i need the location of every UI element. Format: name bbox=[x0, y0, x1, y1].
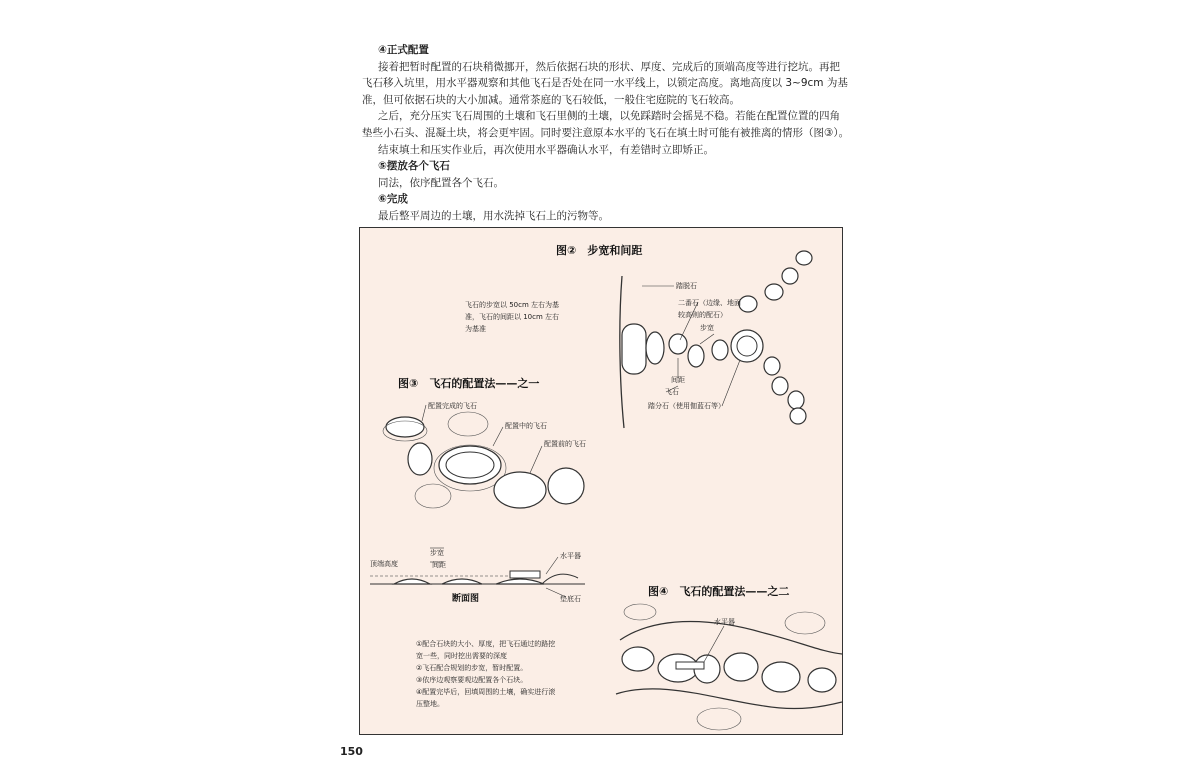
fig4-step1-line1: ①配合石块的大小、厚度，把飞石通过的路挖 bbox=[416, 640, 556, 648]
label-placing-stone: 配置中的飞石 bbox=[505, 422, 547, 430]
fig4-step2: ②飞石配合规划的步宽，暂时配置。 bbox=[416, 664, 528, 672]
fig4-step1-line2: 宽一些，同时挖出需要的深度 bbox=[416, 652, 507, 660]
label-base-stone: 垫底石 bbox=[560, 595, 581, 603]
section-heading-6: ⑥完成 bbox=[378, 193, 408, 206]
label-fork-stone: 踏分石（使用伽蓝石等） bbox=[648, 402, 725, 410]
label-nibanishi-1: 二番石（边缘、地面 bbox=[678, 299, 741, 307]
label-unplaced-stone: 配置前的飞石 bbox=[544, 440, 586, 448]
label-top-height: 顶端高度 bbox=[370, 560, 398, 568]
fig4-step3: ③依序边观察要观边配置各个石块。 bbox=[416, 676, 528, 684]
page-number: 150 bbox=[340, 745, 363, 758]
kutsunugi-stone bbox=[622, 324, 646, 374]
fig3-illustration bbox=[383, 405, 584, 508]
paragraph: 最后整平周边的土壤，用水洗掉飞石上的污物等。 bbox=[378, 209, 609, 222]
section-heading-5: ⑤摆放各个飞石 bbox=[378, 160, 450, 173]
paragraph: 同法，依序配置各个飞石。 bbox=[378, 176, 504, 189]
fig4-step4-line2: 压整地。 bbox=[416, 700, 444, 708]
fork-stone bbox=[731, 330, 763, 362]
fig4-step4-line1: ④配置完毕后，回填周围的土壤，确实进行滚 bbox=[416, 688, 556, 696]
fig3-title: 图③ 飞石的配置法——之一 bbox=[398, 377, 540, 390]
section-caption: 断面图 bbox=[452, 594, 480, 604]
figure-panel bbox=[359, 227, 843, 735]
label-gap: 间距 bbox=[671, 376, 685, 384]
paragraph: 结束填土和压实作业后，再次使用水平器确认水平，有差错时立即矫正。 bbox=[378, 143, 714, 156]
label-nibanishi-2: 较高则的配石） bbox=[678, 311, 727, 319]
label-section-step: 步宽 bbox=[430, 549, 444, 557]
fig2-title: 图② 步宽和间距 bbox=[556, 244, 643, 257]
label-kutsunugi: 踏脱石 bbox=[676, 282, 697, 290]
label-section-level: 水平器 bbox=[560, 552, 581, 560]
body-text bbox=[362, 42, 850, 225]
paragraph: 接着把暂时配置的石块稍微挪开，然后依据石块的形状、厚度、完成后的顶端高度等进行挖坑。再把飞石移入坑里，用水平器观察和其他飞石是否处在同一水平线上，以锁定高度。离地高度以 3~9cm 为基准，但可依据石块的大小加减。通常茶庭的飞石较低，一般住宅庭院的飞石较高。 bbox=[362, 60, 848, 106]
section-heading-4: ④正式配置 bbox=[378, 44, 429, 56]
label-placed-stone: 配置完成的飞石 bbox=[428, 402, 477, 410]
section-view bbox=[370, 548, 585, 597]
label-fig4-level: 水平器 bbox=[714, 618, 735, 626]
fig2-note-line2: 准，飞石的间距以 10cm 左右 bbox=[465, 313, 560, 321]
fig2-note-line3: 为基准 bbox=[465, 325, 486, 333]
label-step-width: 步宽 bbox=[700, 324, 714, 332]
figure-illustrations bbox=[360, 228, 843, 735]
fig2-note-line1: 飞石的步宽以 50cm 左右为基 bbox=[465, 301, 560, 309]
paragraph: 之后，充分压实飞石周围的土壤和飞石里侧的土壤，以免踩踏时会摇晃不稳。若能在配置位置的四角垫些小石头、混凝土块，将会更牢固。同时要注意原本水平的飞石在填土时可能有被推离的情形（图③）。 bbox=[362, 110, 850, 139]
fig4-title: 图④ 飞石的配置法——之二 bbox=[648, 585, 790, 598]
label-section-gap: 间距 bbox=[432, 561, 446, 569]
label-stepping-stone: 飞石 bbox=[665, 388, 679, 396]
